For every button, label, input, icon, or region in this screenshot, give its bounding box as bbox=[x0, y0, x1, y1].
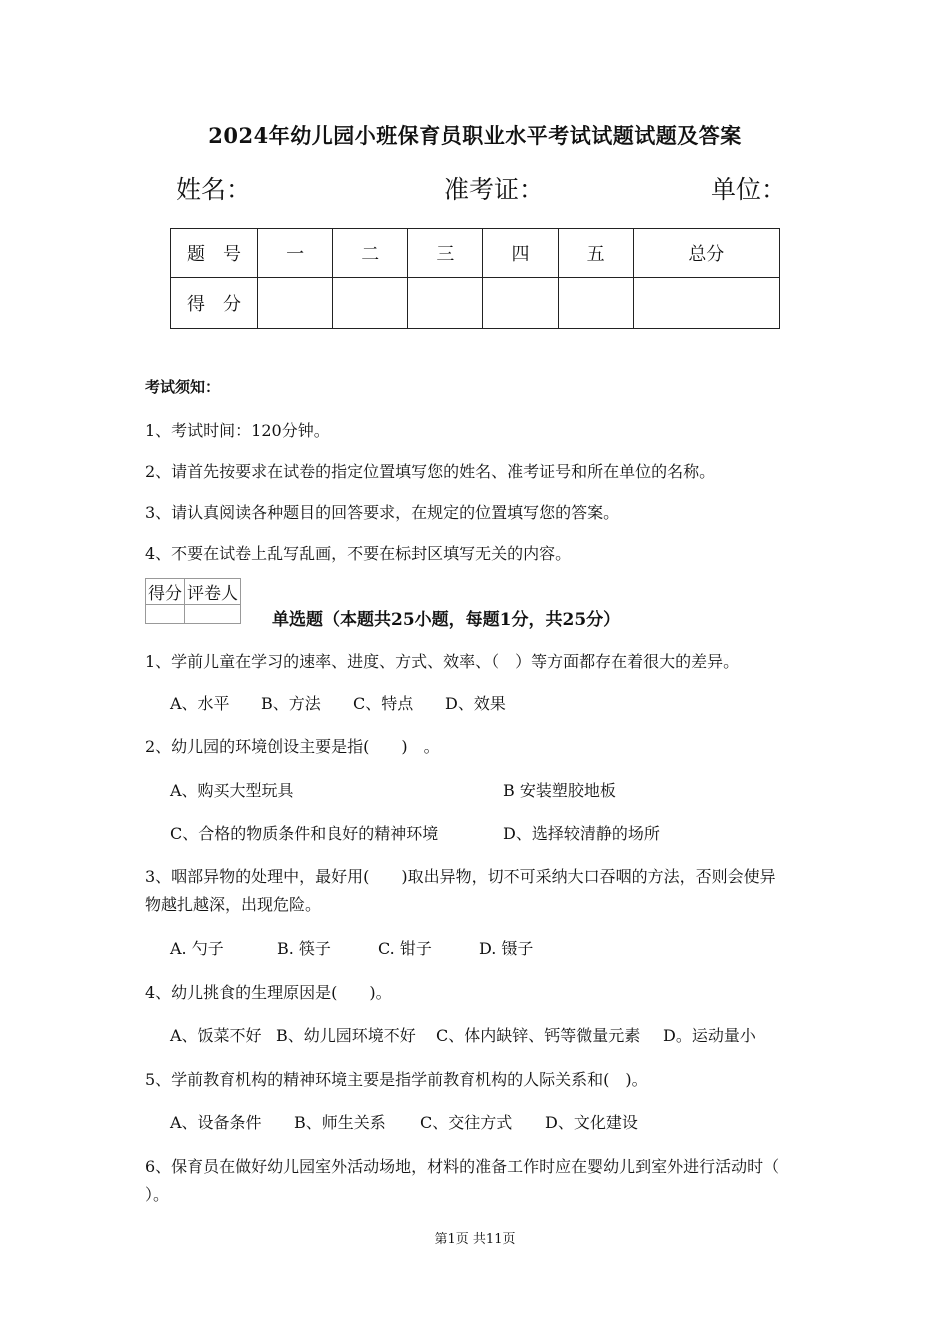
score-header-2: 二 bbox=[333, 229, 408, 278]
score-header-total: 总分 bbox=[633, 229, 779, 278]
score-header-4: 四 bbox=[483, 229, 558, 278]
question-4-option-c[interactable]: C、体内缺锌、钙等微量元素 bbox=[436, 1026, 641, 1045]
score-cell-4[interactable] bbox=[483, 278, 558, 329]
score-cell-2[interactable] bbox=[333, 278, 408, 329]
question-3-stem-line-2: 物越扎越深，出现危险。 bbox=[145, 895, 322, 914]
question-4-option-b[interactable]: B、幼儿园环境不好 bbox=[276, 1026, 416, 1045]
question-3-stem-line-1: 3、咽部异物的处理中，最好用( )取出异物，切不可采纳大口吞咽的方法，否则会使异 bbox=[145, 867, 776, 886]
question-5-option-b[interactable]: B、师生关系 bbox=[294, 1113, 386, 1132]
score-cell-1[interactable] bbox=[258, 278, 333, 329]
score-header-label: 题 号 bbox=[171, 229, 258, 278]
question-1-option-b[interactable]: B、方法 bbox=[261, 694, 321, 713]
question-6-stem-line-2: ）。 bbox=[145, 1185, 170, 1204]
score-table-header-row bbox=[171, 229, 780, 278]
score-cell-5[interactable] bbox=[558, 278, 633, 329]
score-table bbox=[170, 228, 780, 329]
exam-id-field-label: 准考证： bbox=[444, 175, 545, 204]
document-title: 2024年幼儿园小班保育员职业水平考试试题试题及答案 bbox=[208, 123, 742, 148]
question-3-option-b[interactable]: B. 筷子 bbox=[277, 939, 331, 958]
question-1-option-a[interactable]: A、水平 bbox=[170, 694, 230, 713]
grader-name-label: 评卷人 bbox=[185, 579, 241, 605]
question-3-option-c[interactable]: C. 钳子 bbox=[378, 939, 432, 958]
grader-box-header-row bbox=[146, 579, 241, 605]
question-2-stem: 2、幼儿园的环境创设主要是指( ) 。 bbox=[145, 737, 440, 756]
score-header-3: 三 bbox=[408, 229, 483, 278]
unit-field-label: 单位： bbox=[711, 175, 787, 204]
score-cell-3[interactable] bbox=[408, 278, 483, 329]
page-footer: 第1页 共11页 bbox=[434, 1232, 516, 1247]
notice-item-1: 1、考试时间：120分钟。 bbox=[145, 421, 330, 440]
question-5-option-d[interactable]: D、文化建设 bbox=[545, 1113, 638, 1132]
question-2-option-c[interactable]: C、合格的物质条件和良好的精神环境 bbox=[170, 824, 439, 843]
question-4-option-a[interactable]: A、饭菜不好 bbox=[170, 1026, 262, 1045]
section-title: 单选题（本题共25小题，每题1分，共25分） bbox=[272, 610, 621, 630]
name-field-label: 姓名： bbox=[176, 175, 252, 204]
score-table-score-row bbox=[171, 278, 780, 329]
score-cell-total[interactable] bbox=[633, 278, 779, 329]
score-header-1: 一 bbox=[258, 229, 333, 278]
question-6-stem-line-1: 6、保育员在做好幼儿园室外活动场地，材料的准备工作时应在婴幼儿到室外进行活动时（ bbox=[145, 1157, 780, 1176]
question-2-option-b[interactable]: B 安装塑胶地板 bbox=[503, 781, 616, 800]
question-5-option-a[interactable]: A、设备条件 bbox=[170, 1113, 262, 1132]
question-1-option-d[interactable]: D、效果 bbox=[445, 694, 506, 713]
grader-box bbox=[145, 578, 241, 624]
notice-item-3: 3、请认真阅读各种题目的回答要求，在规定的位置填写您的答案。 bbox=[145, 503, 620, 522]
question-2-option-d[interactable]: D、选择较清静的场所 bbox=[503, 824, 660, 843]
score-row-label: 得 分 bbox=[171, 278, 258, 329]
notice-heading: 考试须知： bbox=[145, 378, 221, 396]
grader-box-entry-row bbox=[146, 605, 241, 624]
score-header-5: 五 bbox=[558, 229, 633, 278]
question-5-option-c[interactable]: C、交往方式 bbox=[420, 1113, 513, 1132]
grader-score-cell[interactable] bbox=[146, 605, 185, 624]
grader-score-label: 得分 bbox=[146, 579, 185, 605]
question-3-option-d[interactable]: D. 镊子 bbox=[479, 939, 534, 958]
question-3-option-a[interactable]: A. 勺子 bbox=[170, 939, 224, 958]
question-2-option-a[interactable]: A、购买大型玩具 bbox=[170, 781, 294, 800]
question-4-stem: 4、幼儿挑食的生理原因是( )。 bbox=[145, 983, 392, 1002]
grader-name-cell[interactable] bbox=[185, 605, 241, 624]
question-1-stem: 1、学前儿童在学习的速率、进度、方式、效率、（ ）等方面都存在着很大的差异。 bbox=[145, 652, 740, 671]
question-5-stem: 5、学前教育机构的精神环境主要是指学前教育机构的人际关系和( )。 bbox=[145, 1070, 648, 1089]
notice-item-2: 2、请首先按要求在试卷的指定位置填写您的姓名、准考证号和所在单位的名称。 bbox=[145, 462, 716, 481]
notice-item-4: 4、不要在试卷上乱写乱画，不要在标封区填写无关的内容。 bbox=[145, 544, 572, 563]
question-4-option-d[interactable]: D。运动量小 bbox=[663, 1026, 756, 1045]
question-1-option-c[interactable]: C、特点 bbox=[353, 694, 414, 713]
